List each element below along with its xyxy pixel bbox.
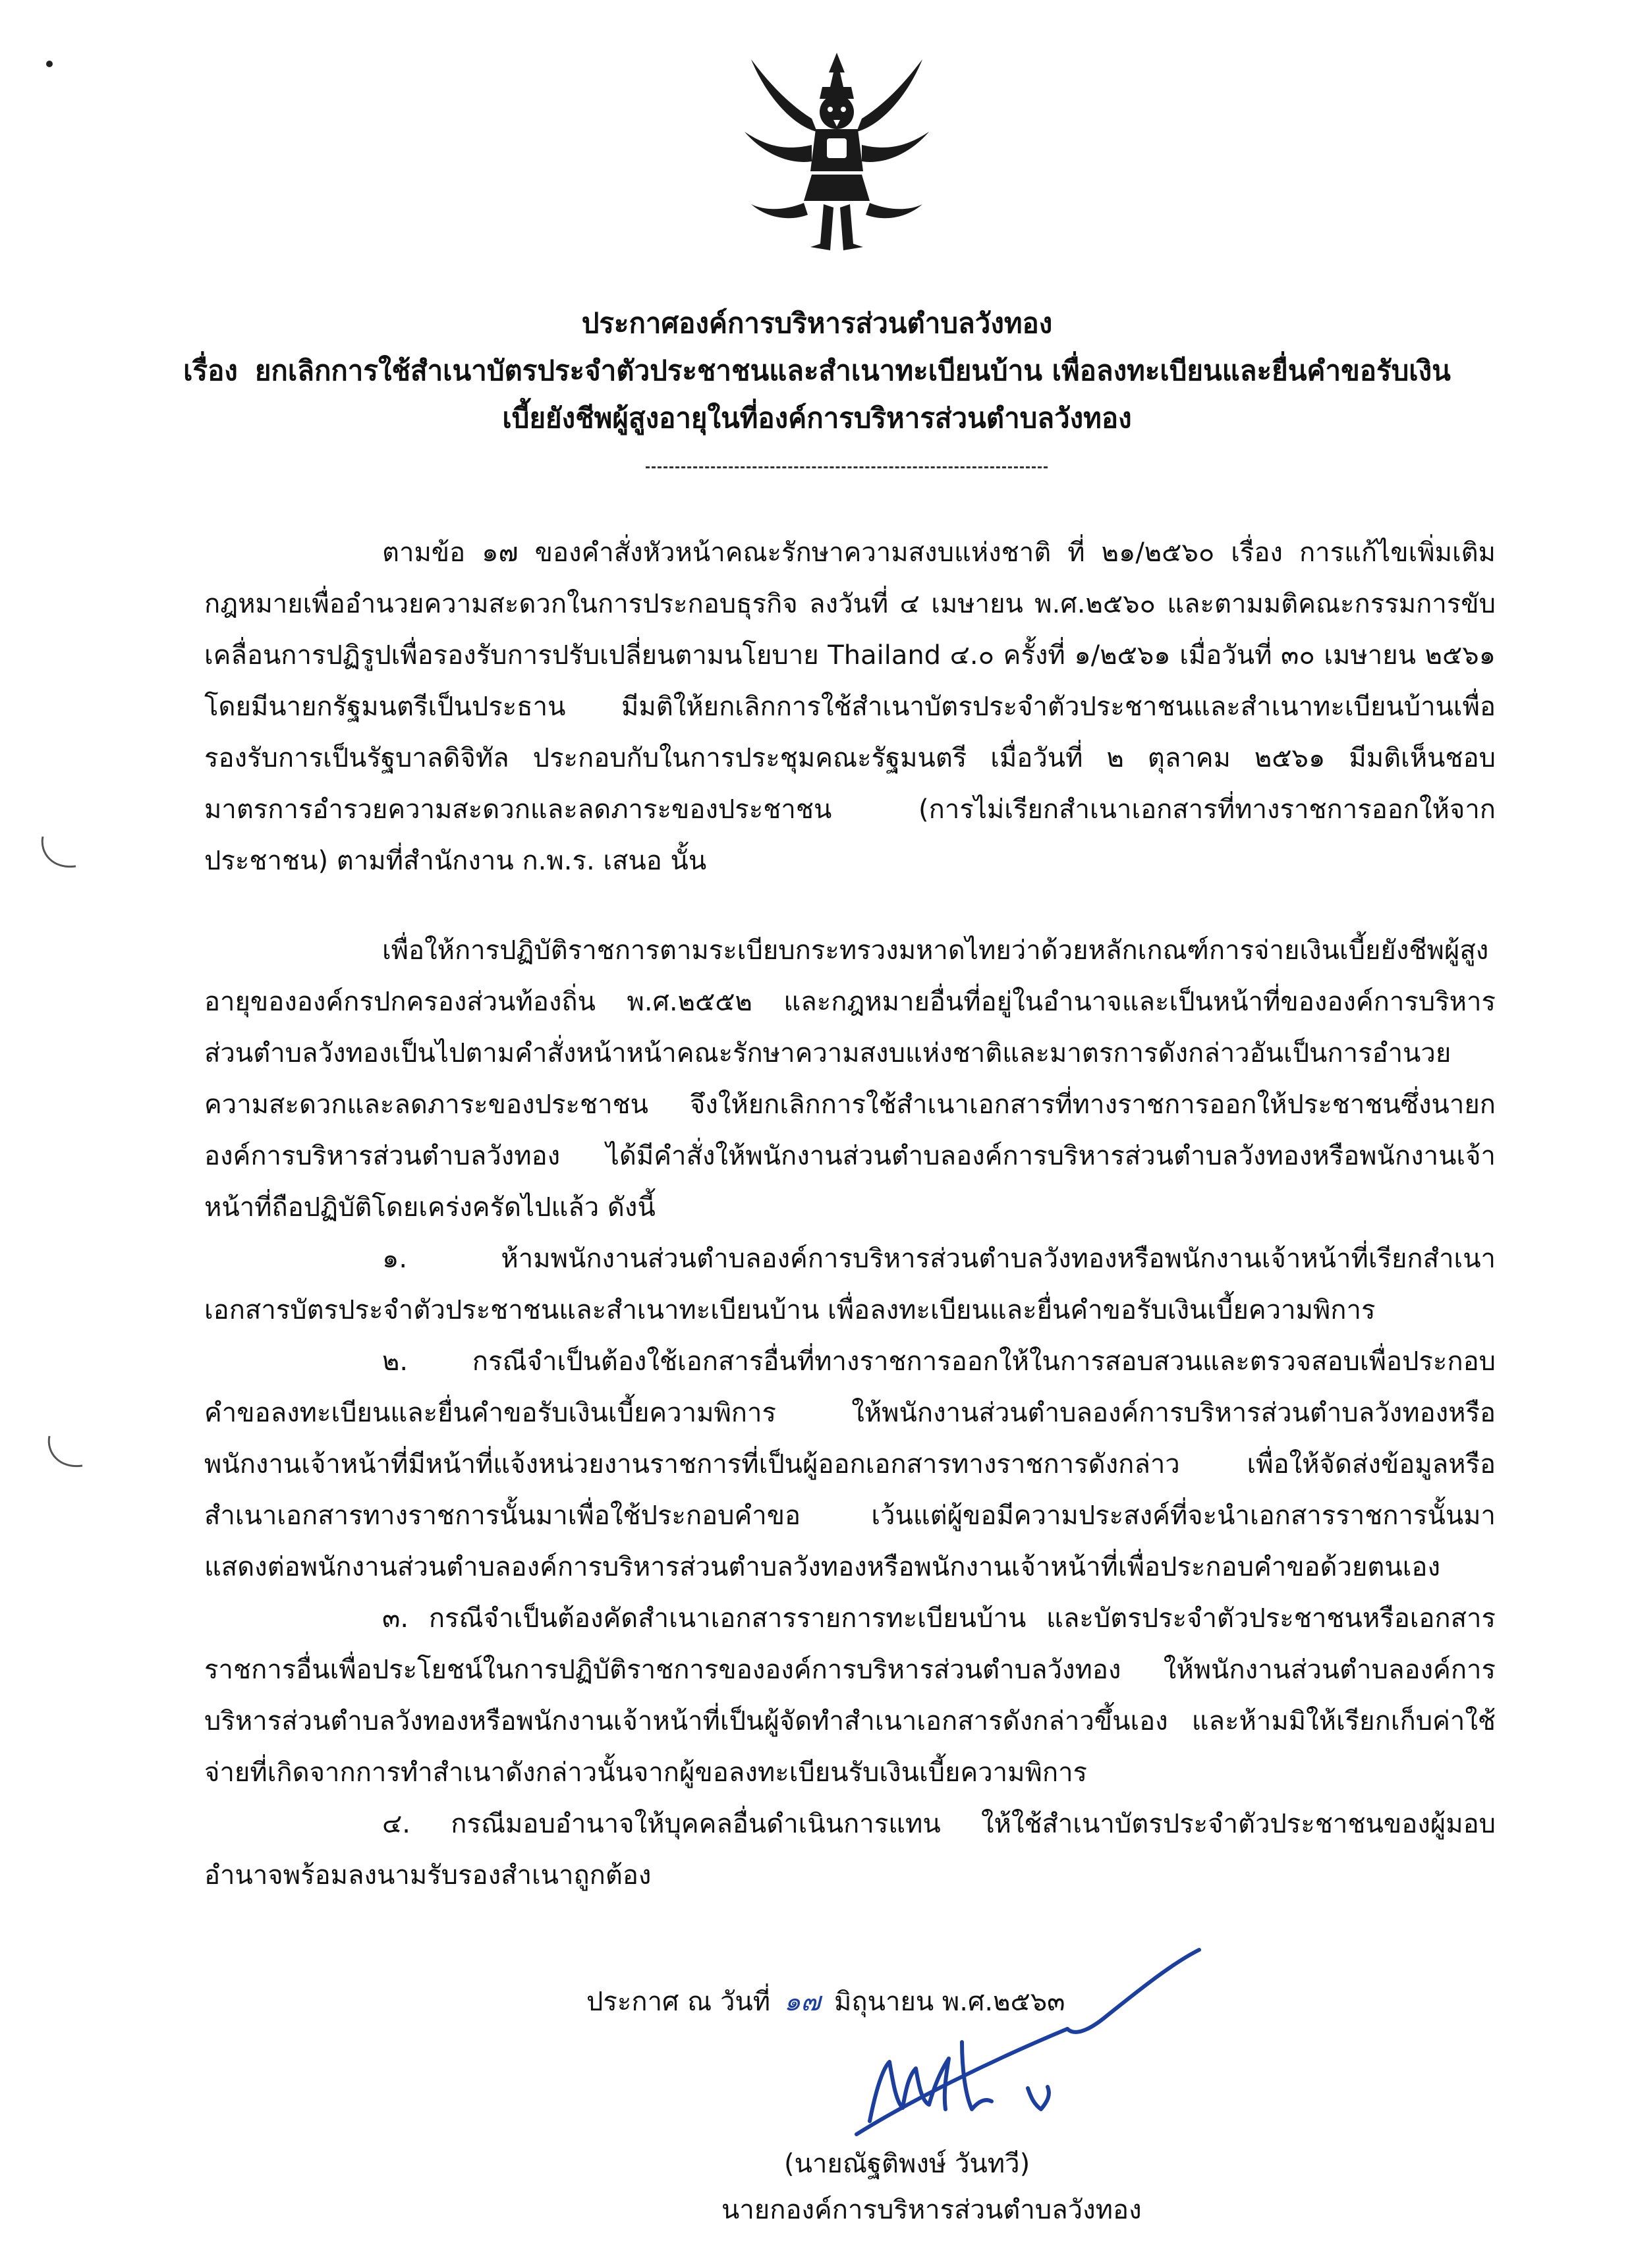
- subject-label: เรื่อง: [183, 354, 238, 387]
- signatory-name: (นายณัฐติพงษ์ วันทวี): [784, 2149, 1030, 2179]
- list-item-4: ๔. กรณีมอบอำนาจให้บุคคลอื่นดำเนินการแทน ให้ใช้สำเนาบัตรประจำตัวประชาชนของผู้มอบอำนาจพร้อมลงนามรับรองสำเนาถูกต้อง: [204, 1809, 1496, 1891]
- scan-artifact-icon: [36, 833, 82, 873]
- announcement-title-block: [0, 300, 1634, 442]
- list-item-1: ๑. ห้ามพนักงานส่วนตำบลองค์การบริหารส่วนตำบลวังทองหรือพนักงานเจ้าหน้าที่เรียกสำเนาเอกสารบัตรประจำตัวประชาชนและสำเนาทะเบียนบ้าน เพื่อลงทะเบียนและยื่นคำขอรับเงินเบี้ยความพิการ: [204, 1244, 1496, 1325]
- paragraph-2: เพื่อให้การปฏิบัติราชการตามระเบียบกระทรวงมหาดไทยว่าด้วยหลักเกณฑ์การจ่ายเงินเบี้ยยังชีพผู้สูงอายุขององค์กรปกครองส่วนท้องถิ่น พ.ศ.๒๕๕๒ และกฎหมายอื่นที่อยู่ในอำนาจและเป็นหน้าที่ขององค์การบริหารส่วนตำบลวังทองเป็นไปตามคำสั่งหน้าหน้าคณะรักษาความสงบแห่งชาติและมาตรการดังกล่าวอันเป็นการอำนวยความสะดวกและลดภาระของประชาชน จึงให้ยกเลิกการใช้สำเนาเอกสารที่ทางราชการออกให้ประชาชนซึ่งนายกองค์การบริหารส่วนตำบลวังทอง ได้มีคำสั่งให้พนักงานส่วนตำบลองค์การบริหารส่วนตำบลวังทองหรือพนักงานเจ้าหน้าที่ถือปฏิบัติโดยเคร่งครัดไปแล้ว ดังนี้: [204, 935, 1496, 1223]
- paragraph-1: ตามข้อ ๑๗ ของคำสั่งหัวหน้าคณะรักษาความสงบแห่งชาติ ที่ ๒๑/๒๕๖๐ เรื่อง การแก้ไขเพิ่มเติมกฎหมายเพื่ออำนวยความสะดวกในการประกอบธุรกิจ ลงวันที่ ๔ เมษายน พ.ศ.๒๕๖๐ และตามมติคณะกรรมการขับเคลื่อนการปฏิรูปเพื่อรองรับการปรับเปลี่ยนตามนโยบาย Thailand ๔.๐ ครั้งที่ ๑/๒๕๖๑ เมื่อวันที่ ๓๐ เมษายน ๒๕๖๑ โดยมีนายกรัฐมนตรีเป็นประธาน มีมติให้ยกเลิกการใช้สำเนาบัตรประจำตัวประชาชนและสำเนาทะเบียนบ้านเพื่อรองรับการเป็นรัฐบาลดิจิทัล ประกอบกับในการประชุมคณะรัฐมนตรี เมื่อวันที่ ๒ ตุลาคม ๒๕๖๑ มีมติเห็นชอบมาตรการอำรวยความสะดวกและลดภาระของประชาชน (การไม่เรียกสำเนาเอกสารที่ทางราชการออกให้จากประชาชน) ตามที่สำนักงาน ก.พ.ร. เสนอ นั้น: [204, 538, 1496, 876]
- subject-text-1: ยกเลิกการใช้สำเนาบัตรประจำตัวประชาชนและสำเนาทะเบียนบ้าน เพื่อลงทะเบียนและยื่นคำขอรับเงิน: [254, 354, 1451, 387]
- list-item-3: ๓. กรณีจำเป็นต้องคัดสำเนาเอกสารรายการทะเบียนบ้าน และบัตรประจำตัวประชาชนหรือเอกสารราชการอื่นเพื่อประโยชน์ในการปฏิบัติราชการขององค์การบริหารส่วนตำบลวังทอง ให้พนักงานส่วนตำบลองค์การบริหารส่วนตำบลวังทองหรือพนักงานเจ้าหน้าที่เป็นผู้จัดทำสำเนาเอกสารดังกล่าวขึ้นเอง และห้ามมิให้เรียกเก็บค่าใช้จ่ายที่เกิดจากการทำสำเนาดังกล่าวนั้นจากผู้ขอลงทะเบียนรับเงินเบี้ยความพิการ: [204, 1603, 1496, 1788]
- signatory-position: นายกองค์การบริหารส่วนตำบลวังทอง: [721, 2195, 1142, 2225]
- scan-artifact-icon-2: [43, 1433, 89, 1472]
- scan-dot: [46, 61, 53, 67]
- subject-line-1: [0, 347, 1634, 395]
- title-divider: [646, 466, 1048, 468]
- date-month-year: มิถุนายน พ.ศ.๒๕๖๓: [834, 1987, 1065, 2017]
- garuda-emblem-icon: [738, 46, 936, 257]
- list-item-2: ๒. กรณีจำเป็นต้องใช้เอกสารอื่นที่ทางราชการออกให้ในการสอบสวนและตรวจสอบเพื่อประกอบคำขอลงทะเบียนและยื่นคำขอรับเงินเบี้ยความพิการ ให้พนักงานส่วนตำบลองค์การบริหารส่วนตำบลวังทองหรือพนักงานเจ้าหน้าที่มีหน้าที่แจ้งหน่วยงานราชการที่เป็นผู้ออกเอกสารทางราชการดังกล่าว เพื่อให้จัดส่งข้อมูลหรือสำเนาเอกสารทางราชการนั้นมาเพื่อใช้ประกอบคำขอ เว้นแต่ผู้ขอมีความประสงค์ที่จะนำเอกสารราชการนั้นมาแสดงต่อพนักงานส่วนตำบลองค์การบริหารส่วนตำบลวังทองหรือพนักงานเจ้าหน้าที่เพื่อประกอบคำขอด้วยตนเอง: [204, 1346, 1496, 1582]
- date-day: ๑๗: [783, 1987, 821, 2017]
- subject-line-2: เบี้ยยังชีพผู้สูงอายุในที่องค์การบริหารส่วนตำบลวังทอง: [502, 402, 1132, 434]
- announcement-body: [204, 527, 1496, 1901]
- signature-icon: [830, 1937, 1212, 2141]
- issuer-heading: ประกาศองค์การบริหารส่วนตำบลวังทอง: [581, 307, 1053, 339]
- date-prefix: ประกาศ ณ วันที่: [586, 1987, 771, 2017]
